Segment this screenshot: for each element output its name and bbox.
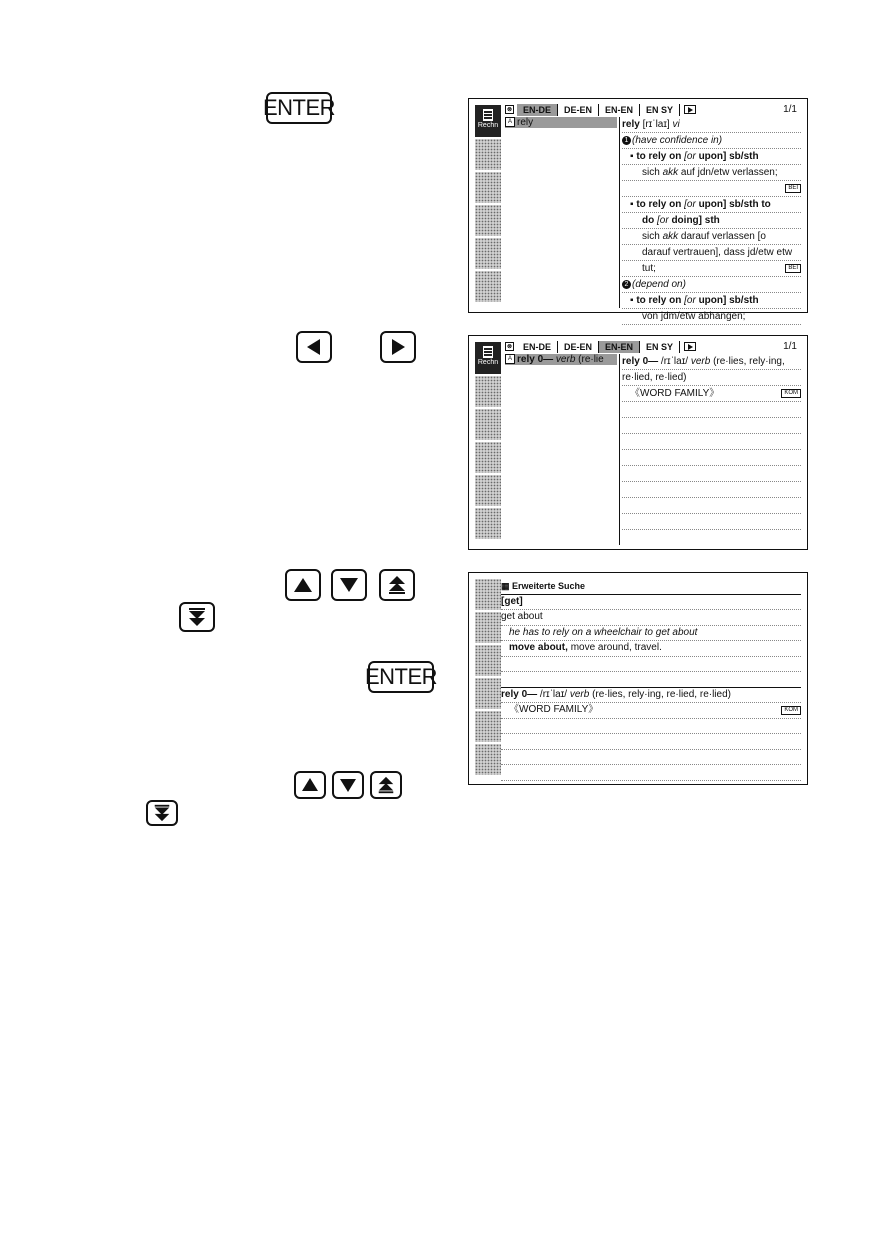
up-arrow-key-2[interactable] — [294, 771, 326, 799]
right-arrow-key[interactable] — [380, 331, 416, 363]
tab-en-en[interactable]: EN-EN — [599, 104, 640, 116]
sidebar-tile[interactable] — [475, 139, 501, 170]
empty-line — [622, 514, 801, 530]
badge-row — [622, 181, 801, 197]
entry-inflections: re·lied, re·lied) — [622, 370, 801, 386]
dictionary-tabs — [505, 103, 801, 116]
result-list — [505, 354, 617, 541]
tab-en-de[interactable]: EN-DE — [517, 341, 558, 353]
dictionary-tabs — [505, 340, 801, 353]
translation-3: von jdm/etw abhängen; — [622, 309, 801, 325]
empty-line — [501, 657, 801, 673]
translation-2-end: tut; BEI — [622, 261, 801, 277]
sidebar-tile[interactable] — [475, 475, 501, 506]
page-down-key-2[interactable] — [146, 800, 178, 826]
sidebar-tile[interactable] — [475, 508, 501, 539]
entry-detail — [622, 117, 801, 322]
sidebar-tile[interactable] — [475, 271, 501, 302]
bei-badge[interactable]: BEI — [785, 184, 801, 193]
sidebar-tile[interactable] — [475, 711, 501, 742]
divider — [619, 117, 620, 308]
sidebar-tile[interactable] — [475, 409, 501, 440]
page-up-key-2[interactable] — [370, 771, 402, 799]
more-tabs-icon[interactable] — [684, 342, 696, 351]
example-2: ▪ to rely on [or upon] sb/sth to — [622, 197, 801, 213]
sense-1: 1 (have confidence in) — [622, 133, 801, 149]
entry-icon: A — [505, 117, 515, 127]
sidebar-label: Rechn — [477, 122, 499, 129]
empty-line — [501, 672, 801, 688]
jump-icon[interactable]: ⊗ — [506, 107, 513, 113]
translation-2: sich akk darauf verlassen [o — [622, 229, 801, 245]
result-line[interactable]: move about, move around, travel. — [501, 641, 801, 657]
sidebar-tile[interactable] — [475, 645, 501, 676]
translation-1: sich akk auf jdn/etw verlassen; — [622, 165, 801, 181]
sense-2: 2 (depend on) — [622, 277, 801, 293]
tab-en-sy[interactable]: EN SY — [640, 341, 680, 353]
page-down-icon — [152, 803, 172, 823]
calculator-button[interactable] — [475, 105, 501, 137]
result-line[interactable]: get about — [501, 610, 801, 626]
page-up-icon — [386, 574, 408, 596]
sidebar-tile[interactable] — [475, 744, 501, 775]
empty-line — [622, 402, 801, 418]
dictionary-screen-2 — [468, 335, 808, 550]
calculator-icon — [483, 109, 493, 121]
entry-icon: A — [505, 354, 515, 364]
bei-badge[interactable]: BEI — [785, 264, 801, 273]
result-line[interactable]: rely 0— /rɪˈlaɪ/ verb (re·lies, rely·ing, re·lied, re·lied) — [501, 688, 801, 704]
empty-line — [501, 765, 801, 781]
tab-en-sy[interactable]: EN SY — [640, 104, 680, 116]
sidebar-tile[interactable] — [475, 376, 501, 407]
example-2-cont: do [or doing] sth — [622, 213, 801, 229]
sidebar-tile[interactable] — [475, 238, 501, 269]
left-arrow-icon — [304, 337, 324, 357]
page-number: 1/1 — [783, 341, 797, 352]
up-arrow-key[interactable] — [285, 569, 321, 601]
empty-line — [622, 418, 801, 434]
entry-headword: rely 0— /rɪˈlaɪ/ verb (re·lies, rely·ing, — [622, 354, 801, 370]
page-up-key[interactable] — [379, 569, 415, 601]
empty-line — [501, 734, 801, 750]
grid-icon: ▦ — [501, 581, 510, 591]
sidebar-tile[interactable] — [475, 678, 501, 709]
dictionary-screen-1 — [468, 98, 808, 322]
page-down-key[interactable] — [179, 602, 215, 632]
empty-line — [501, 719, 801, 735]
more-tabs-icon[interactable] — [684, 105, 696, 114]
empty-line — [622, 498, 801, 514]
empty-line — [622, 450, 801, 466]
entry-detail — [622, 354, 801, 543]
enter-key-1[interactable]: ENTER — [266, 92, 332, 124]
sidebar-tile[interactable] — [475, 172, 501, 203]
down-arrow-icon — [338, 777, 358, 793]
word-family-link[interactable]: 《WORD FAMILY》 KOM — [501, 703, 801, 719]
jump-icon[interactable]: ⊗ — [506, 344, 513, 350]
left-arrow-key[interactable] — [296, 331, 332, 363]
result-line[interactable]: he has to rely on a wheelchair to get about — [501, 626, 801, 642]
divider — [619, 354, 620, 545]
empty-line — [501, 750, 801, 766]
page-up-icon — [376, 775, 396, 795]
kom-badge[interactable]: KOM — [781, 706, 801, 715]
translation-2-cont: darauf vertrauen], dass jd/etw etw — [622, 245, 801, 261]
sidebar-tile[interactable] — [475, 442, 501, 473]
search-results — [501, 579, 801, 778]
result-list — [505, 117, 617, 304]
kom-badge[interactable]: KOM — [781, 389, 801, 398]
sidebar — [475, 579, 501, 776]
right-arrow-icon — [388, 337, 408, 357]
enter-key-2[interactable]: ENTER — [368, 661, 434, 693]
down-arrow-key[interactable] — [331, 569, 367, 601]
calculator-icon — [483, 346, 493, 358]
tab-en-de[interactable]: EN-DE — [517, 104, 558, 116]
sidebar-tile[interactable] — [475, 205, 501, 236]
example-1: ▪ to rely on [or upon] sb/sth — [622, 149, 801, 165]
screen-title: ▦ Erweiterte Suche — [501, 579, 801, 595]
sidebar — [475, 105, 501, 304]
empty-line — [622, 482, 801, 498]
list-item[interactable]: A rely — [505, 117, 617, 128]
down-arrow-key-2[interactable] — [332, 771, 364, 799]
empty-line — [622, 466, 801, 482]
example-3: ▪ to rely on [or upon] sb/sth — [622, 293, 801, 309]
calculator-button[interactable] — [475, 342, 501, 374]
up-arrow-icon — [292, 576, 314, 594]
page-down-icon — [186, 606, 208, 628]
sidebar-tile[interactable] — [475, 612, 501, 643]
list-item[interactable]: A rely 0— verb (re·lie — [505, 354, 617, 365]
tab-de-en[interactable]: DE-EN — [558, 341, 599, 353]
tab-en-en[interactable]: EN-EN — [599, 341, 640, 353]
advanced-search-screen — [468, 572, 808, 785]
entry-headword: rely [rɪˈlaɪ] vi — [622, 117, 801, 133]
word-family-link[interactable]: 《WORD FAMILY》 KOM — [622, 386, 801, 402]
sidebar-label: Rechn — [477, 359, 499, 366]
up-arrow-icon — [300, 777, 320, 793]
sidebar-tile[interactable] — [475, 579, 501, 610]
tab-de-en[interactable]: DE-EN — [558, 104, 599, 116]
page-number: 1/1 — [783, 104, 797, 115]
empty-line — [622, 434, 801, 450]
down-arrow-icon — [338, 576, 360, 594]
sidebar — [475, 342, 501, 541]
result-line[interactable]: [get] — [501, 595, 801, 611]
